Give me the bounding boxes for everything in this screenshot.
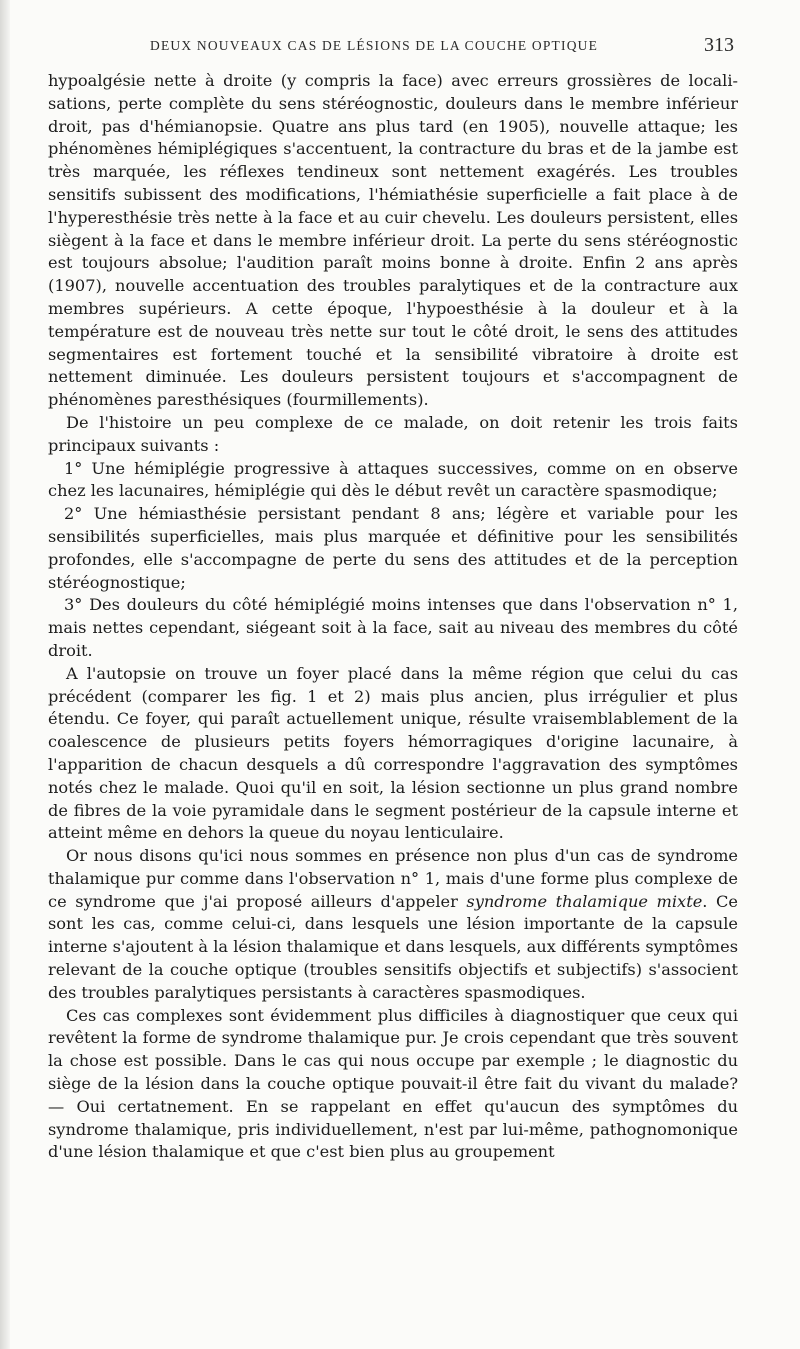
paragraph-autopsy: A l'autopsie on trouve un foyer placé dans la même région que celui du cas précédent (comparer les fig. 1 et 2) mais plus ancien, plus irrégulier et plus étendu. Ce foyer, qui paraît actuellement unique, résulte vraisemblablement de la coalescence de plusieurs petits foyers hémorragiques d'origine lacunaire, à l'apparition de chacun desquels a dû correspondre l'aggravation des symptômes notés chez le malade. Quoi qu'il en soit, la lésion sectionne un plus grand nombre de fibres de la voie pyramidale dans le segment postérieur de la capsule interne et atteint même en dehors la queue du noyau lenticulaire. [48,663,738,843]
body-text [48,70,738,1164]
paragraph-diagnosis: Ces cas complexes sont évidemment plus difficiles à diagnostiquer que ceux qui revêtent la forme de syndrome thalamique pur. Je crois cependant que très souvent la chose est possible. Dans le cas qui nous occupe par exemple ; le diagnostic du siège de la lésion dans la couche optique pouvait-il être fait du vivant du malade? — Oui certatnement. En se rappelant en effet qu'aucun des symptômes du syndrome thalamique, pris individuellement, n'est par lui-même, pathognomonique d'une lésion thalamique et que c'est bien plus au groupement [48,1005,738,1162]
page-number: 313 [704,34,734,56]
paragraph-summary-intro: De l'histoire un peu complexe de ce malade, on doit retenir les trois faits principaux suivants : [48,412,738,455]
mixed-syndrome-text-before: Or nous disons qu'ici nous sommes en présence non plus d'un cas de syndrome thalamique pur comme dans l'observation n° 1, mais d'une forme plus complexe de ce syndrome que j'ai proposé ailleurs d'appeler [48,846,738,911]
paragraph-mixed-syndrome [48,845,738,1005]
list-item-2: 2° Une hémiasthésie persistant pendant 8 ans; légère et variable pour les sensibilités superficielles, mais plus marquée et définitive pour les sensibilités profondes, elle s'accompagne de perte du sens des attitudes et de la perception stéréognostique; [48,504,738,592]
mixed-syndrome-text-after: . Ce sont les cas, comme celui-ci, dans lesquels une lésion importante de la capsule interne s'ajoutent à la lésion thalamique et dans lesquels, aux différents symptômes relevant de la couche optique (troubles sensitifs objectifs et subjectifs) s'associent des troubles paralytiques persistants à caractères spasmodiques. [48,891,738,1002]
paragraph-case-history: hypoalgésie nette à droite (y compris la face) avec erreurs grossières de localisations, perte complète du sens stéréognostic, douleurs dans le membre inférieur droit, pas d'hémianopsie. Quatre ans plus tard (en 1905), nouvelle attaque; les phénomènes hémiplégiques s'accentuent, la contracture du bras et de la jambe est très marquée, les réflexes tendineux sont nettement exagérés. Les troubles sensitifs subissent des modifications, l'hémiathésie superficielle a fait place à de l'hyperesthésie très nette à la face et au cuir chevelu. Les douleurs persistent, elles siègent à la face et dans le membre inférieur droit. La perte du sens stéréognostic est toujours absolue; l'audition paraît moins bonne à droite. Enfin 2 ans après (1907), nouvelle accentuation des troubles paralytiques et de la contracture aux membres supérieurs. A cette époque, l'hypoesthésie à la douleur et à la température est de nouveau très nette sur tout le côté droit, le sens des attitudes segmentaires est fortement touché et la sensibilité vibratoire à droite est nettement diminuée. Les douleurs persistent toujours et s'accompagnent de phénomènes paresthésiques (fourmillements). [48,71,738,410]
list-item-3: 3° Des douleurs du côté hémiplégié moins intenses que dans l'observation n° 1, mais nettes cependant, siégeant soit à la face, sait au niveau des membres du côté droit. [48,595,738,660]
scan-edge-shadow [0,0,10,1349]
running-title: DEUX NOUVEAUX CAS DE LÉSIONS DE LA COUCHE OPTIQUE [150,38,599,53]
list-item-1: 1° Une hémiplégie progressive à attaques successives, comme on en observe chez les lacunaires, hémiplégie qui dès le début revêt un caractère spasmodique; [48,458,738,501]
mixed-syndrome-term: syndrome thalamique mixte [466,891,703,911]
page-header [40,34,744,62]
